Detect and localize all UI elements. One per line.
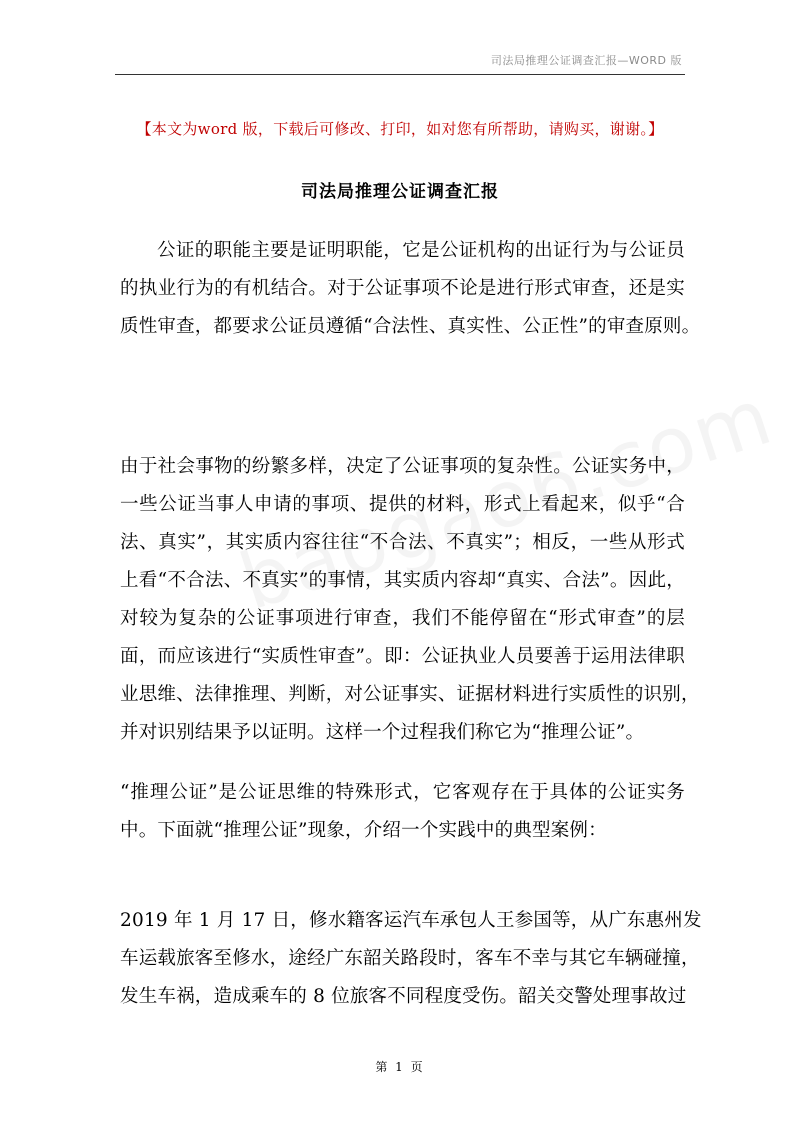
page-number: 第 1 页 xyxy=(375,1060,425,1074)
paragraph-line: 面，而应该进行“实质性审查”。即：公证执业人员要善于运用法律职 xyxy=(120,646,685,667)
paragraph-line: 车运载旅客至修水，途经广东韶关路段时，客车不幸与其它车辆碰撞， xyxy=(120,948,700,969)
paragraph-line: 的执业行为的有机结合。对于公证事项不论是进行形式审查，还是实 xyxy=(120,278,685,299)
paragraph-line: 一些公证当事人申请的事项、提供的材料，形式上看起来，似乎“合 xyxy=(120,494,685,515)
paragraph-2 xyxy=(120,448,700,752)
paragraph-line: 对较为复杂的公证事项进行审查，我们不能停留在“形式审查”的层 xyxy=(120,608,685,629)
running-header: 司法局推理公证调查汇报—WORD 版 xyxy=(490,54,682,67)
purchase-notice: 【本文为word 版，下载后可修改、打印，如对您有所帮助，请购买，谢谢。】 xyxy=(136,120,664,138)
paragraph-4 xyxy=(120,902,702,1016)
paragraph-3 xyxy=(120,774,685,850)
document-title: 司法局推理公证调查汇报 xyxy=(301,182,499,202)
paragraph-line: 并对识别结果予以证明。这样一个过程我们称它为“推理公证”。 xyxy=(120,722,645,743)
paragraph-line: 发生车祸，造成乘车的 8 位旅客不同程度受伤。韶关交警处理事故过 xyxy=(120,986,687,1007)
paragraph-line: 2019 年 1 月 17 日，修水籍客运汽车承包人王参国等，从广东惠州发 xyxy=(120,910,702,931)
paragraph-line: 中。下面就“推理公证”现象，介绍一个实践中的典型案例： xyxy=(120,820,607,841)
paragraph-line: 质性审查，都要求公证员遵循“合法性、真实性、公正性”的审查原则。 xyxy=(120,316,701,337)
paragraph-line: 上看“不合法、不真实”的事情，其实质内容却“真实、合法”。因此， xyxy=(120,570,685,591)
paragraph-1 xyxy=(120,232,701,346)
paragraph-line: 法、真实”，其实质内容往往“不合法、不真实”；相反，一些从形式 xyxy=(120,532,685,553)
paragraph-line: 业思维、法律推理、判断，对公证事实、证据材料进行实质性的识别， xyxy=(120,684,700,705)
header-divider xyxy=(115,74,685,75)
paragraph-line: 公证的职能主要是证明职能，它是公证机构的出证行为与公证员 xyxy=(157,240,685,261)
paragraph-line: “推理公证”是公证思维的特殊形式，它客观存在于具体的公证实务 xyxy=(120,782,685,803)
paragraph-line: 由于社会事物的纷繁多样，决定了公证事项的复杂性。公证实务中， xyxy=(120,456,685,477)
